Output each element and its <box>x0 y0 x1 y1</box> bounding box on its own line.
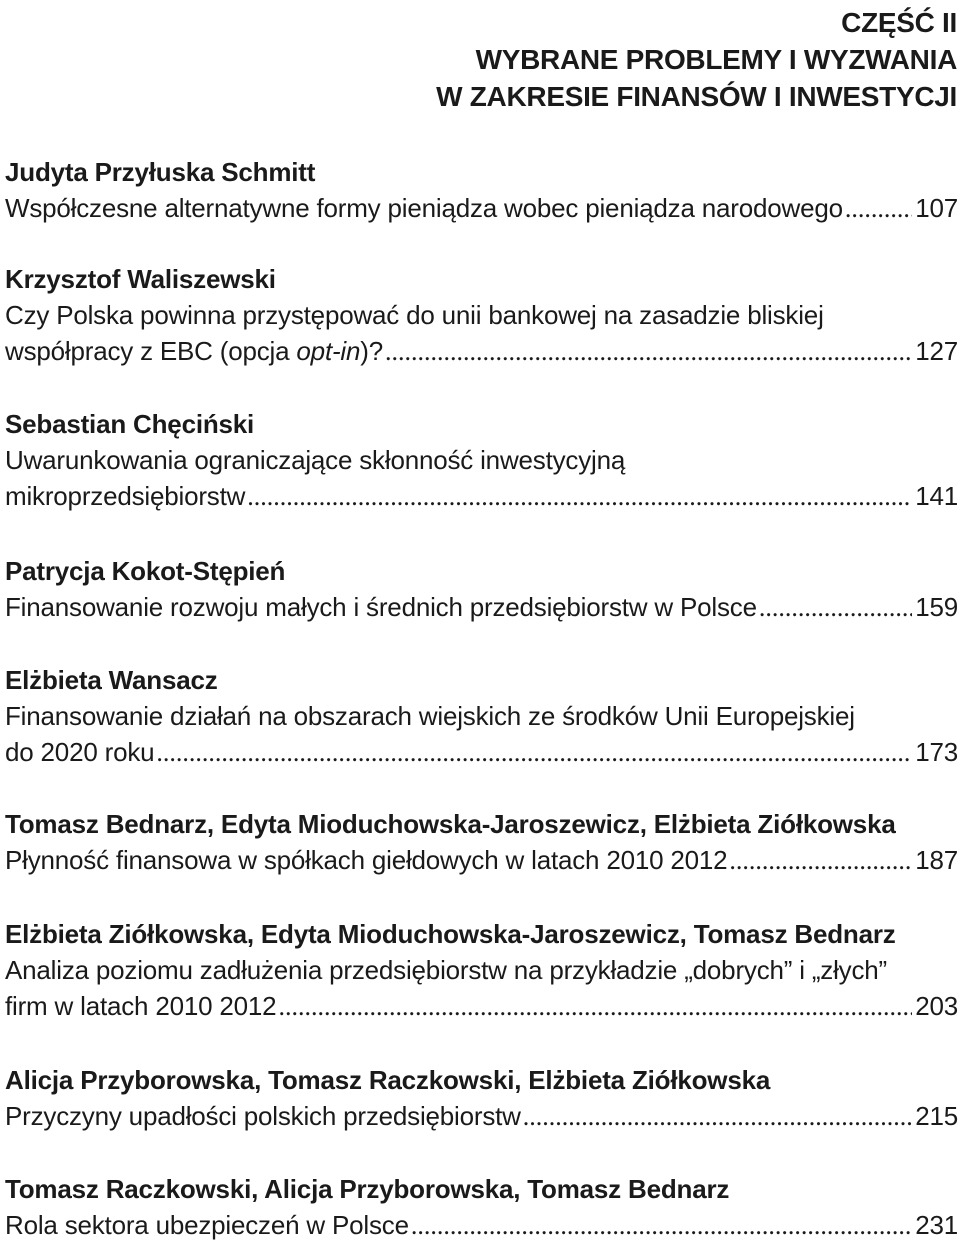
entry-author: Elżbieta Ziółkowska, Edyta Mioduchowska-Jaroszewicz, Tomasz Bednarz <box>5 919 896 949</box>
entry-title-line: Uwarunkowania ograniczające skłonność inwestycyjną <box>5 445 626 475</box>
entry-title-line: Finansowanie działań na obszarach wiejskich ze środków Unii Europejskiej <box>5 701 855 731</box>
entry-title-text: Przyczyny upadłości polskich przedsiębiorstw <box>5 1101 521 1131</box>
entry-title-text: do 2020 roku <box>5 737 155 767</box>
entry-page-number: 215 <box>915 1101 958 1131</box>
toc-entry <box>5 916 958 1025</box>
dot-leader <box>247 479 912 515</box>
entry-page-number: 203 <box>915 991 958 1021</box>
entry-author: Krzysztof Waliszewski <box>5 264 276 294</box>
entry-title-text: współpracy z EBC (opcja opt-in)? <box>5 336 383 366</box>
toc-entry <box>5 261 958 370</box>
entry-author: Tomasz Raczkowski, Alicja Przyborowska, Tomasz Bednarz <box>5 1174 730 1204</box>
dot-leader <box>385 334 912 370</box>
entry-title-last-line <box>5 1098 958 1135</box>
entry-author: Patrycja Kokot-Stępień <box>5 556 286 586</box>
entry-title-last-line <box>5 988 958 1025</box>
entry-title-text: mikroprzedsiębiorstw <box>5 481 246 511</box>
dot-leader <box>729 843 912 879</box>
entry-title <box>5 842 958 879</box>
entry-page-number: 187 <box>915 845 958 875</box>
entry-title-last-line <box>5 1207 958 1244</box>
toc-entry <box>5 553 958 626</box>
entry-title <box>5 698 958 771</box>
entry-title-text: Finansowanie rozwoju małych i średnich przedsiębiorstw w Polsce <box>5 592 757 622</box>
entry-title-last-line <box>5 478 958 515</box>
entry-author: Sebastian Chęciński <box>5 409 255 439</box>
part-number: CZĘŚĆ II <box>841 7 957 38</box>
entry-title-last-line <box>5 589 958 626</box>
dot-leader <box>411 1208 912 1244</box>
entry-title-last-line <box>5 190 958 227</box>
entry-title <box>5 952 958 1025</box>
toc-entry <box>5 1062 958 1135</box>
entry-title-text: Współczesne alternatywne formy pieniądza wobec pieniądza narodowego <box>5 193 843 223</box>
toc-entry <box>5 154 958 227</box>
entry-title-line: Analiza poziomu zadłużenia przedsiębiorstw na przykładzie „dobrych” i „złych” <box>5 955 887 985</box>
dot-leader <box>759 590 912 626</box>
part-title-line-2: W ZAKRESIE FINANSÓW I INWESTYCJI <box>436 81 957 112</box>
dot-leader <box>523 1099 912 1135</box>
entry-author: Tomasz Bednarz, Edyta Mioduchowska-Jaroszewicz, Elżbieta Ziółkowska <box>5 809 896 839</box>
entry-title <box>5 1098 958 1135</box>
entry-title <box>5 1207 958 1244</box>
dot-leader <box>845 191 912 227</box>
entry-page-number: 141 <box>915 481 958 511</box>
dot-leader <box>278 989 912 1025</box>
entry-title <box>5 589 958 626</box>
entry-title-last-line <box>5 734 958 771</box>
entry-author: Judyta Przyłuska Schmitt <box>5 157 316 187</box>
entry-title-text: Rola sektora ubezpieczeń w Polsce <box>5 1210 409 1240</box>
part-heading <box>436 4 957 115</box>
entry-author: Elżbieta Wansacz <box>5 665 218 695</box>
entry-page-number: 107 <box>915 193 958 223</box>
toc-entry <box>5 662 958 771</box>
entry-page-number: 173 <box>915 737 958 767</box>
part-title-line-1: WYBRANE PROBLEMY I WYZWANIA <box>475 44 957 75</box>
entry-title <box>5 442 958 515</box>
entry-title-last-line <box>5 333 958 370</box>
entry-title-line: Czy Polska powinna przystępować do unii bankowej na zasadzie bliskiej <box>5 300 824 330</box>
entry-author: Alicja Przyborowska, Tomasz Raczkowski, Elżbieta Ziółkowska <box>5 1065 771 1095</box>
entry-title <box>5 190 958 227</box>
entry-title <box>5 297 958 370</box>
toc-entry <box>5 1171 958 1244</box>
entry-title-text: firm w latach 2010 2012 <box>5 991 277 1021</box>
entry-title-last-line <box>5 842 958 879</box>
entry-page-number: 159 <box>915 592 958 622</box>
entry-title-text: Płynność finansowa w spółkach giełdowych w latach 2010 2012 <box>5 845 728 875</box>
entry-page-number: 231 <box>915 1210 958 1240</box>
toc-entry <box>5 406 958 515</box>
toc-entry <box>5 806 958 879</box>
dot-leader <box>156 735 912 771</box>
entry-page-number: 127 <box>915 336 958 366</box>
